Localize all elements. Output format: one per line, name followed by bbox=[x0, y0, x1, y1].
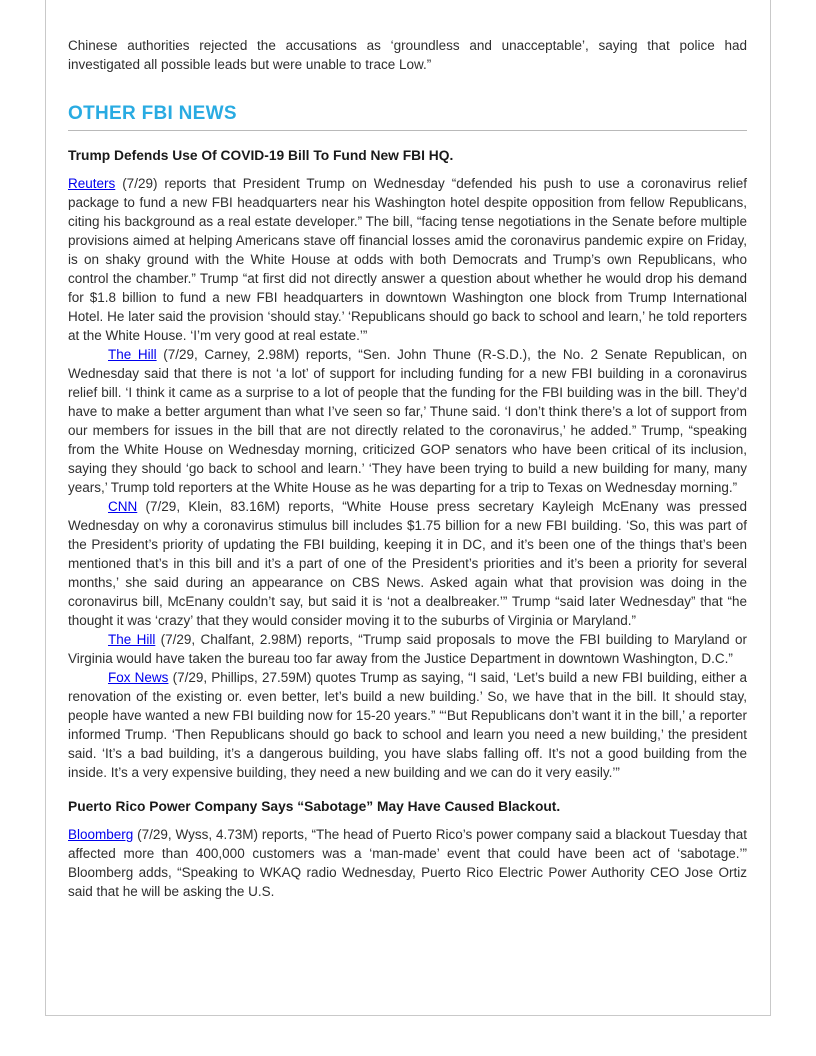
article-paragraph bbox=[68, 497, 747, 630]
section-heading: OTHER FBI NEWS bbox=[68, 103, 237, 124]
paragraph-text: (7/29) reports that President Trump on Wednesday “defended his push to use a coronavirus relief package to fund a new FBI headquarters near his Washington hotel despite opposition from fellow Republicans, citing his background as a real estate developer.” The bill, “facing tense negotiations in the Senate before multiple provisions aimed at helping Americans stave off financial losses amid the coronavirus pandemic expire on Friday, is on shaky ground with the White House at odds with both Democrats and Trump’s own Republicans, who control the chamber.” Trump “at first did not directly answer a question about whether he would drop his demand for $1.8 billion to fund a new FBI headquarters in downtown Washington one block from Trump International Hotel. He later said the provision ‘should stay.’ ‘Republicans should go back to school and learn,’ he told reporters at the White House. ‘I’m very good at real estate.’” bbox=[68, 176, 747, 343]
source-link-bloomberg[interactable]: Bloomberg bbox=[68, 827, 134, 842]
article-headline: Puerto Rico Power Company Says “Sabotage” May Have Caused Blackout. bbox=[68, 799, 561, 814]
source-link-reuters[interactable]: Reuters bbox=[68, 176, 116, 191]
paragraph-text: (7/29, Carney, 2.98M) reports, “Sen. John Thune (R-S.D.), the No. 2 Senate Republican, on Wednesday said that there is not ‘a lot’ of support for including funding for a new FBI building in a coronavirus relief bill. ‘I think it came as a surprise to a lot of people that the funding for the FBI building was in the bill. They’d have to make a better argument than what I’ve seen so far,’ Thune said. ‘I don’t think there’s a lot of support from our members for issues in the bill that are not directly related to the coronavirus,’ he added.” Trump, “speaking from the White House on Wednesday morning, criticized GOP senators who have been critical of its inclusion, saying they should ‘go back to school and learn.’ ‘They have been trying to build a new building for many, many years,’ Trump told reporters at the White House as he was departing for a trip to Texas on Wednesday morning.” bbox=[68, 347, 747, 495]
article-paragraph bbox=[68, 825, 747, 901]
source-link-fox-news[interactable]: Fox News bbox=[108, 670, 169, 685]
article-paragraph bbox=[68, 668, 747, 782]
paragraph-text: (7/29, Phillips, 27.59M) quotes Trump as saying, “I said, ‘Let’s build a new FBI building, either a renovation of the existing or. even better, let’s build a new building.’ So, we have that in the bill. It should stay, people have wanted a new FBI building now for 15-20 years.” “‘But Republicans don’t want it in the bill,’ a reporter informed Trump. ‘Then Republicans should go back to school and learn you need a new building,’ the president said. ‘It’s a bad building, it’s a dangerous building, you have slabs falling off. It’s not a good building from the inside. It’s a very expensive building, they need a new building and we can do it very easily.’” bbox=[68, 670, 747, 780]
article-puerto-rico bbox=[68, 798, 747, 901]
paragraph-text: (7/29, Wyss, 4.73M) reports, “The head of Puerto Rico’s power company said a blackout Tuesday that affected more than 400,000 customers was a ‘man-made’ event that could have been act of ‘sabotage.’” Bloomberg adds, “Speaking to WKAQ radio Wednesday, Puerto Rico Electric Power Authority CEO Jose Ortiz said that he will be asking the U.S. bbox=[68, 827, 747, 899]
article-paragraph bbox=[68, 630, 747, 668]
source-link-the-hill-2[interactable]: The Hill bbox=[108, 632, 156, 647]
source-link-the-hill[interactable]: The Hill bbox=[108, 347, 157, 362]
section-divider bbox=[68, 130, 747, 131]
article-headline: Trump Defends Use Of COVID-19 Bill To Fund New FBI HQ. bbox=[68, 148, 454, 163]
article-paragraph bbox=[68, 345, 747, 497]
document-page bbox=[45, 0, 771, 1016]
paragraph-text: (7/29, Klein, 83.16M) reports, “White House press secretary Kayleigh McEnany was pressed Wednesday on why a coronavirus stimulus bill includes $1.75 billion for a new FBI building. ‘So, this was part of the President’s priority of updating the FBI building, keeping it in DC, and it’s been one of the things that’s been mentioned that’s in this bill and it’s a part of one of the President’s priorities and it’s been a priority for several months,’ she said during an appearance on CBS News. Asked again what that provision was doing in the coronavirus bill, McEnany couldn’t say, but said it is ‘not a dealbreaker.’” Trump “said later Wednesday” that “he thought it was ‘crazy’ that they would consider moving it to the suburbs of Virginia or Maryland.” bbox=[68, 499, 747, 628]
article-fbi-hq bbox=[68, 147, 747, 782]
paragraph-text: (7/29, Chalfant, 2.98M) reports, “Trump said proposals to move the FBI building to Maryland or Virginia would have taken the bureau too far away from the Justice Department in downtown Washington, D.C.” bbox=[68, 632, 747, 666]
intro-paragraph: Chinese authorities rejected the accusations as ‘groundless and unacceptable’, saying that police had investigated all possible leads but were unable to trace Low.” bbox=[68, 38, 747, 72]
source-link-cnn[interactable]: CNN bbox=[108, 499, 138, 514]
article-paragraph bbox=[68, 174, 747, 345]
